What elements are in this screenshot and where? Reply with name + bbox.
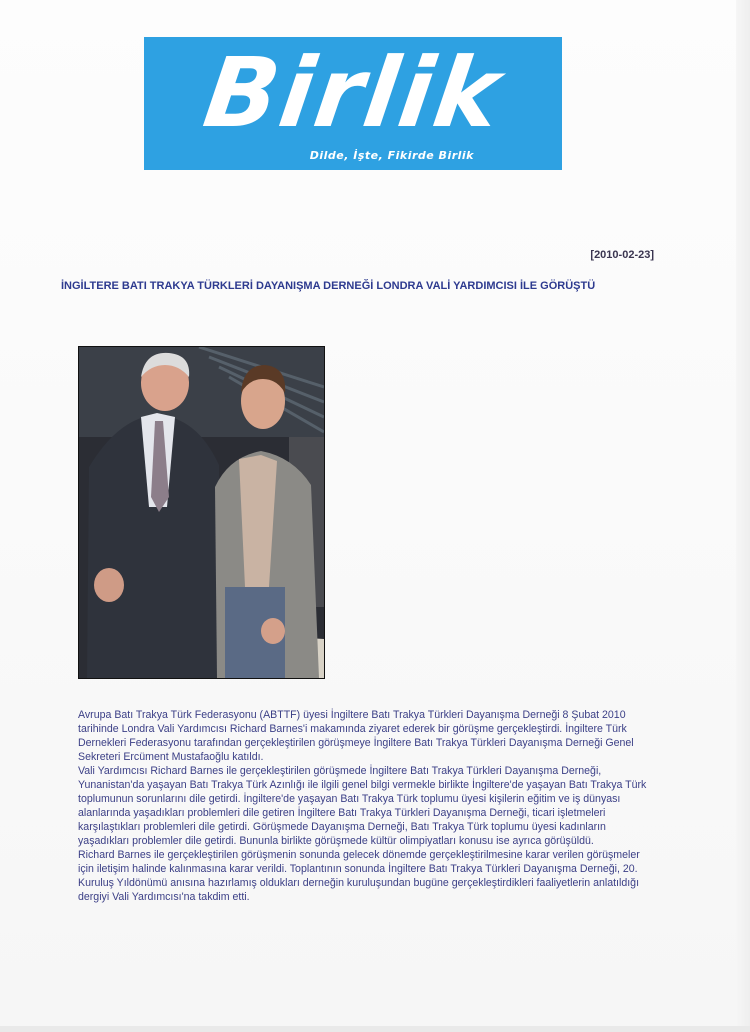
article-photo: [78, 346, 325, 679]
scan-bottom-edge: [0, 1026, 750, 1032]
article-paragraph-3: Richard Barnes ile gerçekleştirilen görüşmenin sonunda gelecek dönemde gerçekleştirilmesine karar verilen görüşmeler için iletişim halinde kalınmasına karar verildi. Toplantının sonunda İngiltere Batı Trakya Türkleri Dayanışma Derneği, 20. Kuruluş Yıldönümü anısına hazırlamış oldukları derneğin kuruluşundan bugüne gerçekleştirdikleri faaliyetlerin anlatıldığı dergiyi Vali Yardımcısı'na takdim etti.: [78, 849, 640, 903]
masthead-title: Birlik: [197, 37, 509, 149]
article-paragraph-2: Vali Yardımcısı Richard Barnes ile gerçekleştirilen görüşmede İngiltere Batı Trakya Türkleri Dayanışma Derneği, Yunanistan'da yaşayan Batı Trakya Türk Azınlığı ile ilgili genel bilgi vermekle birlikte İngiltere'de yaşayan Batı Trakya Türk toplumunun sorunlarını dile getirdi. İngiltere'de yaşayan Batı Trakya Türk toplumu üyesi kişilerin eğitim ve iş dünyası alanlarında yaşadıkları problemleri dile getiren İngiltere Batı Trakya Türkleri Dayanışma Derneği, ticari işletmeleri karşılaştıkları problemleri dile getirdi. Görüşmede Dayanışma Derneği, Batı Trakya Türk toplumu üyesi kadınların yaşadıkları problemler dile getirdi. Bununla birlikte görüşmede kültür olimpiyatları konusu ise ayrıca görüşüldü.: [78, 765, 647, 847]
scan-margin: [736, 0, 750, 1032]
article-paragraph-1: Avrupa Batı Trakya Türk Federasyonu (ABTTF) üyesi İngiltere Batı Trakya Türkleri Dayanışma Derneği 8 Şubat 2010 tarihinde Londra Vali Yardımcısı Richard Barnes'i makamında ziyaret ederek bir görüşme gerçekleştirdi. İngiltere Türk Dernekleri Federasyonu tarafından gerçekleştirilen görüşmeye İngiltere Batı Trakya Türkleri Dayanışma Derneği Genel Sekreteri Ercüment Mustafaoğlu katıldı.: [78, 709, 634, 763]
masthead-slogan: Dilde, İşte, Fikirde Birlik: [309, 149, 474, 162]
meeting-photo-illustration: [79, 347, 324, 678]
article-headline: İNGİLTERE BATI TRAKYA TÜRKLERİ DAYANIŞMA DERNEĞİ LONDRA VALİ YARDIMCISI İLE GÖRÜŞTÜ: [61, 280, 596, 292]
article-body: [78, 708, 648, 904]
article-date: [2010-02-23]: [590, 249, 654, 261]
masthead-logo: [144, 37, 562, 170]
